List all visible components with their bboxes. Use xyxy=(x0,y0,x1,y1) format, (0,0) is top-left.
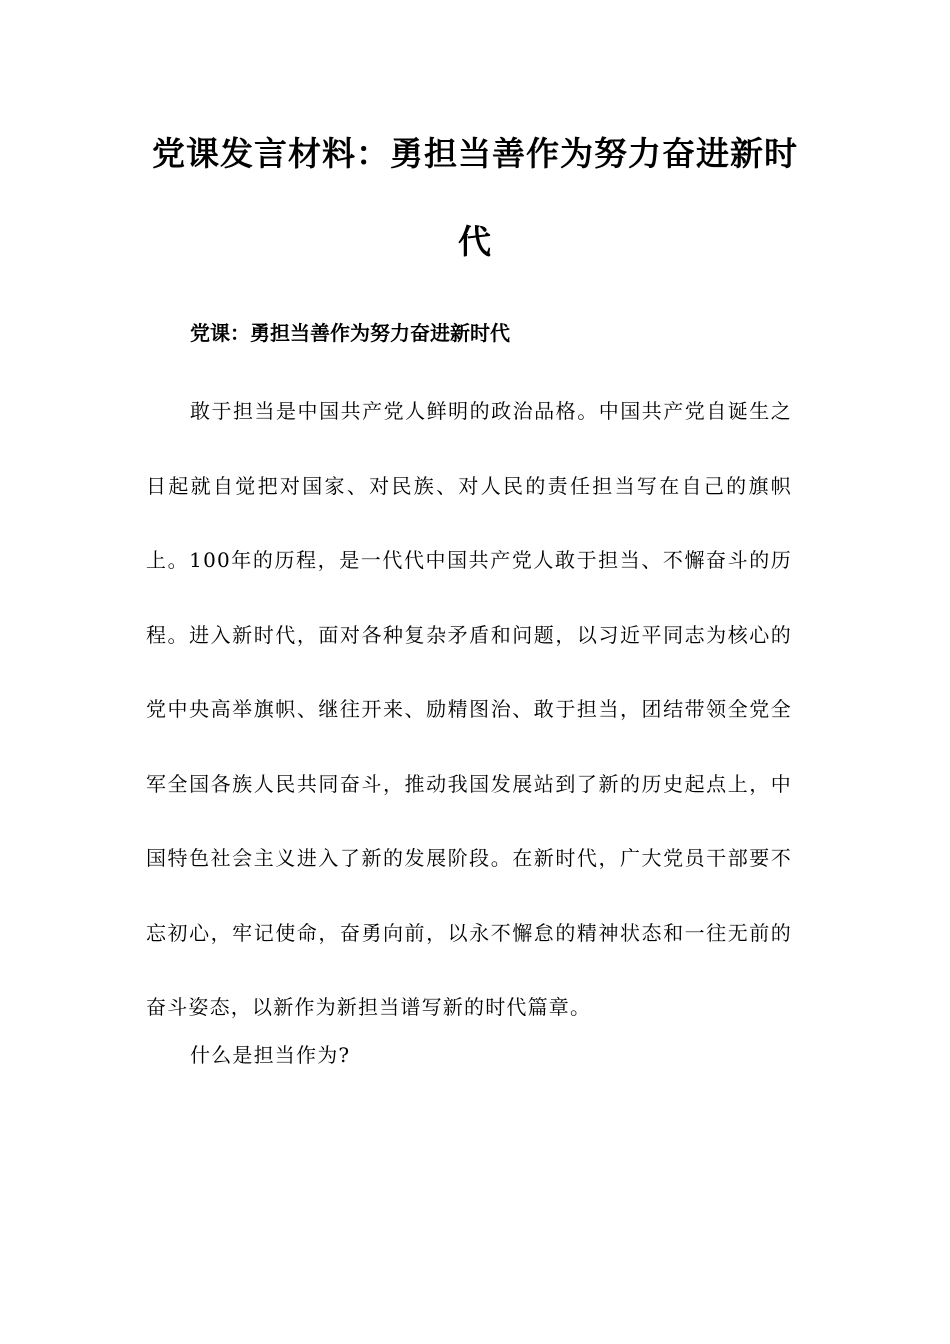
question-line: 什么是担当作为? xyxy=(190,1043,351,1067)
body-paragraph: 敢于担当是中国共产党人鲜明的政治品格。中国共产党自诞生之日起就自觉把对国家、对民族、对人民的责任担当写在自己的旗帜上。100年的历程，是一代代中国共产党人敢于担当、不懈奋斗的历程。进入新时代，面对各种复杂矛盾和问题，以习近平同志为核心的党中央高举旗帜、继往开来、励精图治、敢于担当，团结带领全党全军全国各族人民共同奋斗，推动我国发展站到了新的历史起点上，中国特色社会主义进入了新的发展阶段。在新时代，广大党员干部要不忘初心，牢记使命，奋勇向前，以永不懈怠的精神状态和一往无前的奋斗姿态，以新作为新担当谱写新的时代篇章。 xyxy=(146,399,792,1019)
document-title: 党课发言材料：勇担当善作为努力奋进新时代 xyxy=(152,134,798,261)
section-subheading: 党课：勇担当善作为努力奋进新时代 xyxy=(190,321,510,345)
